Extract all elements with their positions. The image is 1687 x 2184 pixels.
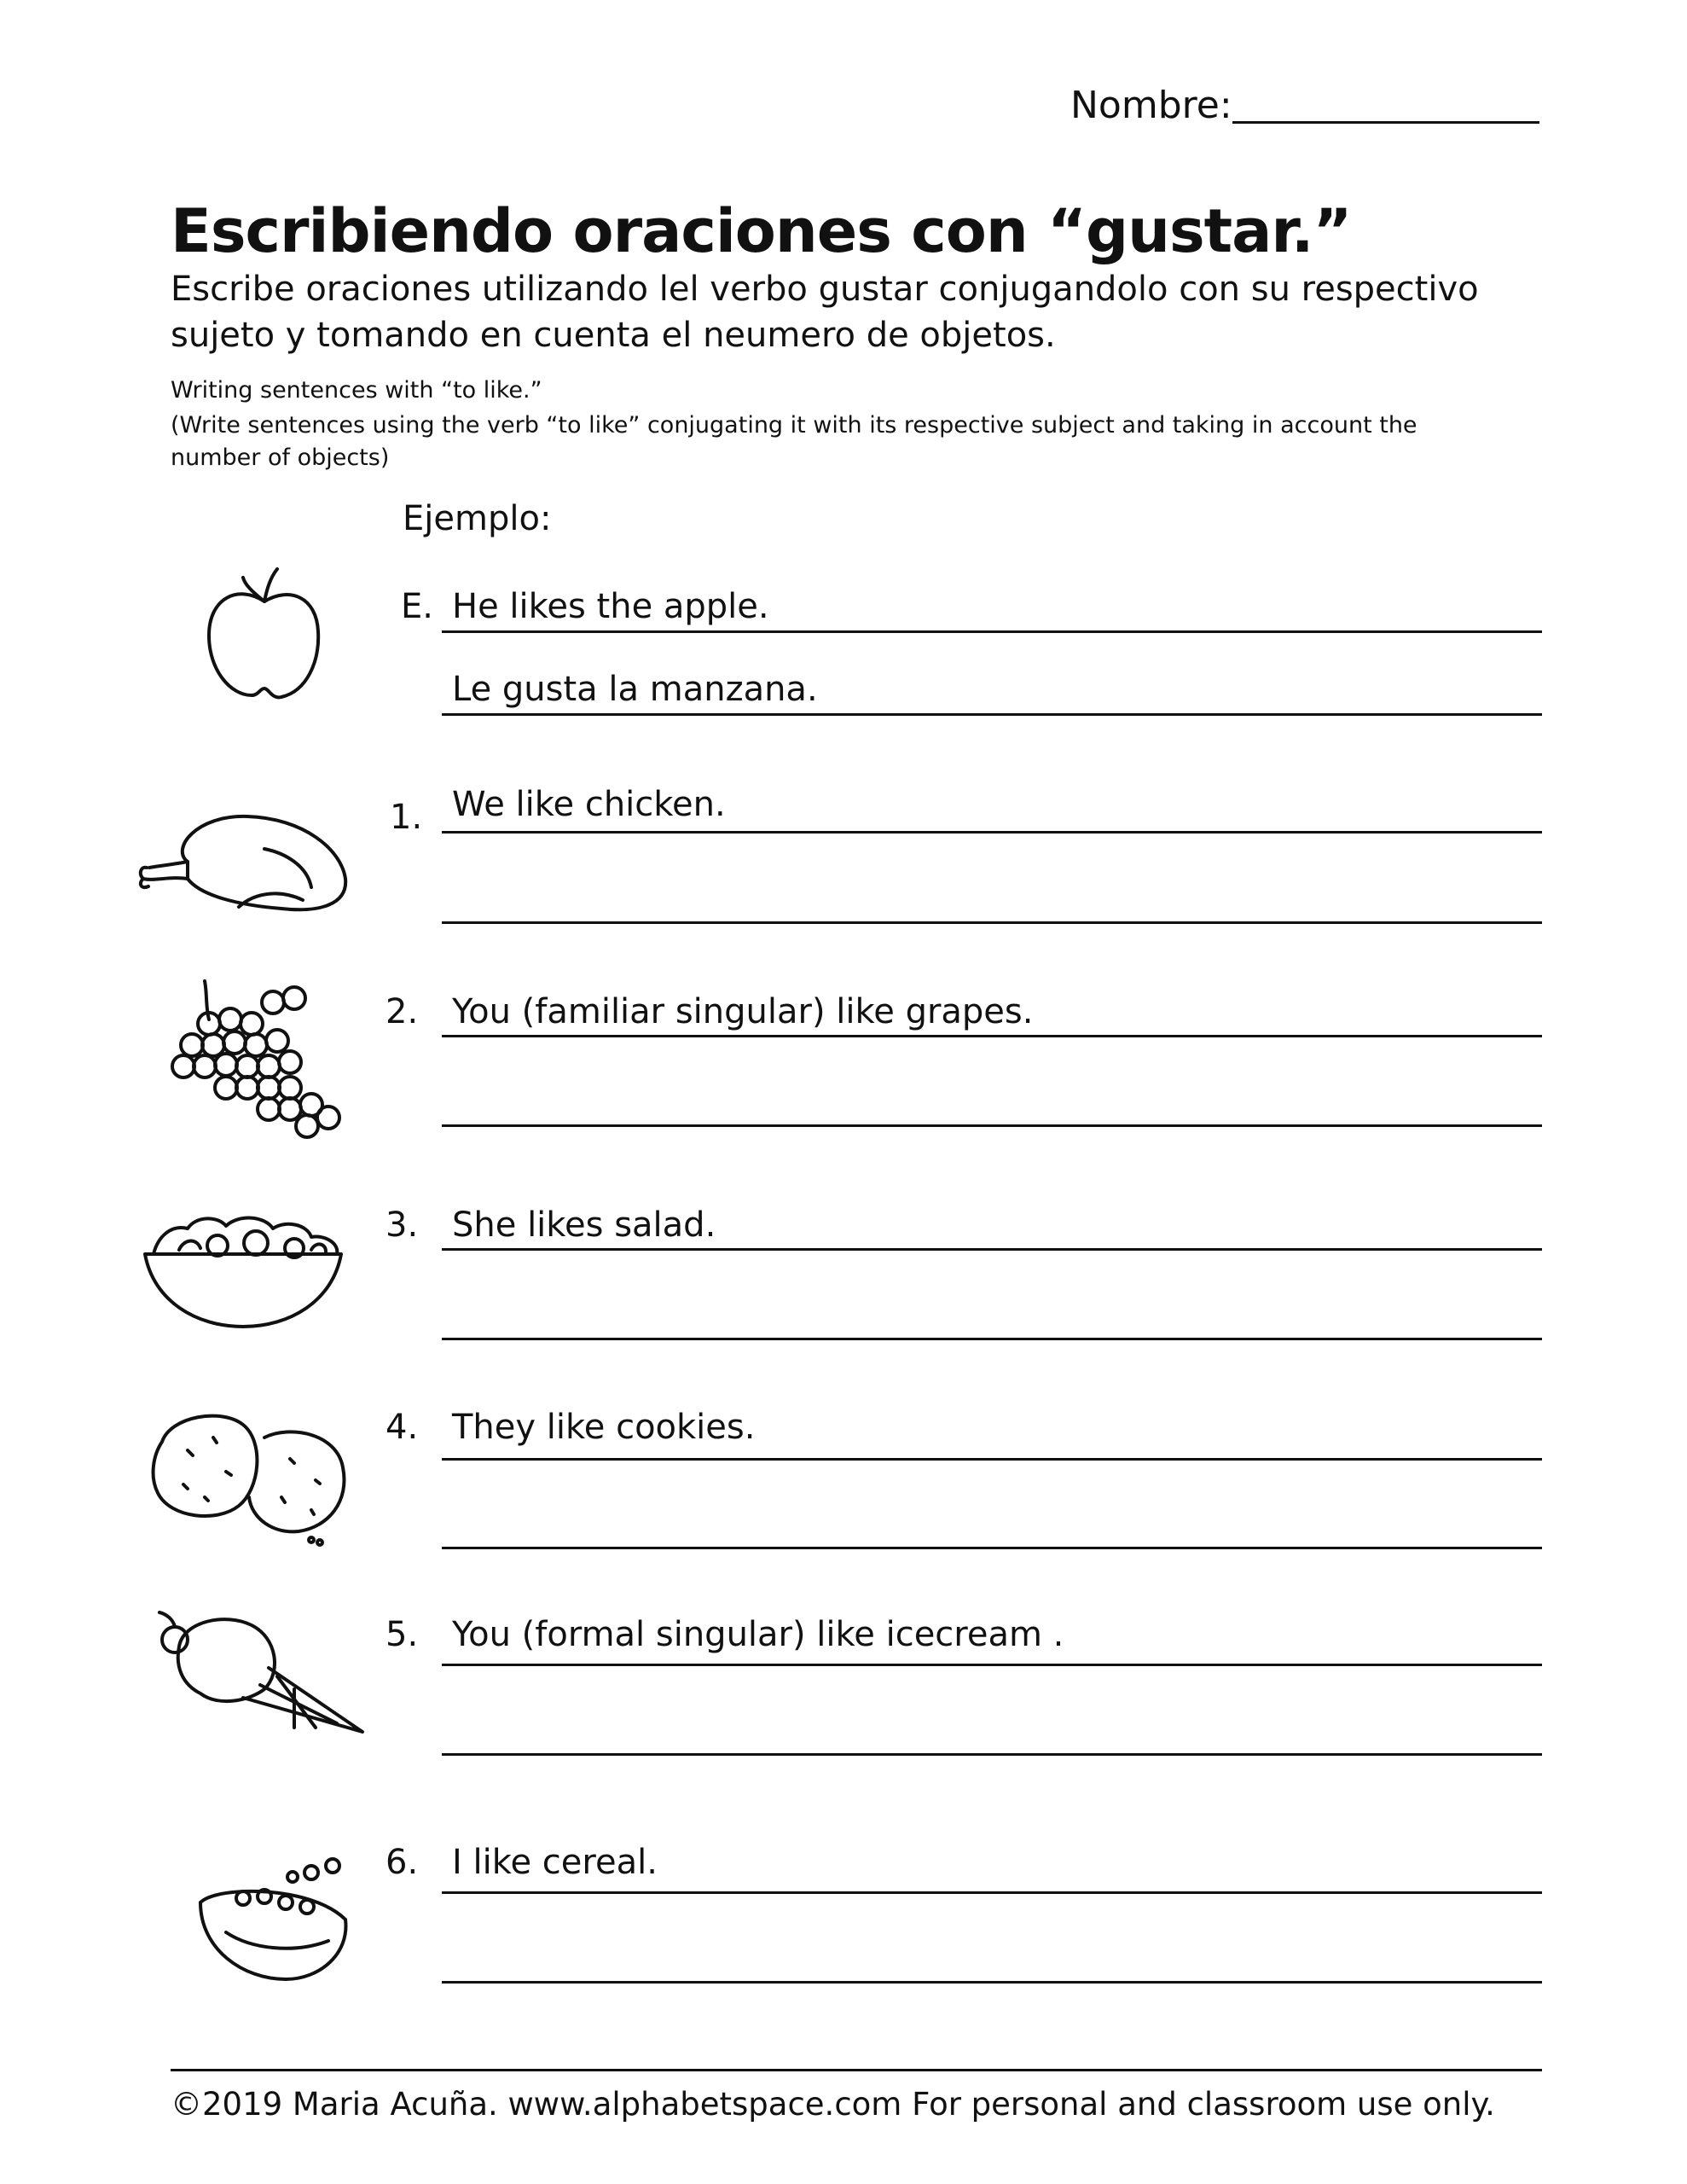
example-answer: Le gusta la manzana.: [452, 670, 818, 709]
footer-divider: [171, 2069, 1542, 2071]
item-1-prompt-line: [442, 831, 1542, 834]
item-4-prompt-line: [442, 1458, 1542, 1461]
item-2-prompt: You (familiar singular) like grapes.: [452, 992, 1034, 1031]
item-5-prompt-line: [442, 1664, 1542, 1666]
instructions-english-title: Writing sentences with “to like.”: [171, 377, 542, 404]
page-title: Escribiendo oraciones con “gustar.”: [171, 196, 1352, 266]
item-6-prompt: I like cereal.: [452, 1843, 658, 1882]
example-number: E.: [401, 587, 433, 626]
item-3-prompt: She likes salad.: [452, 1205, 716, 1245]
grapes-icon: [166, 973, 358, 1139]
item-2-answer-line[interactable]: [442, 1124, 1542, 1127]
item-3-prompt-line: [442, 1248, 1542, 1251]
item-2-number: 2.: [386, 992, 419, 1031]
icecream-icon: [141, 1604, 371, 1740]
name-field[interactable]: [1232, 121, 1539, 124]
salad-icon: [136, 1190, 350, 1335]
item-3-answer-line[interactable]: [442, 1338, 1542, 1340]
item-1-answer-line[interactable]: [442, 921, 1542, 924]
item-6-number: 6.: [386, 1843, 419, 1882]
cookies-icon: [145, 1399, 354, 1548]
example-answer-line: [442, 713, 1542, 716]
apple-icon: [192, 559, 337, 712]
item-2-prompt-line: [442, 1035, 1542, 1037]
cereal-icon: [192, 1856, 354, 1984]
item-4-number: 4.: [386, 1408, 419, 1447]
item-4-prompt: They like cookies.: [452, 1408, 756, 1447]
item-4-answer-line[interactable]: [442, 1547, 1542, 1549]
item-1-prompt: We like chicken.: [452, 785, 726, 824]
item-1-number: 1.: [390, 798, 423, 837]
instructions-english: (Write sentences using the verb “to like” conjugating it with its respective subject and taking in account the number of objects): [171, 412, 1417, 471]
item-6-answer-line[interactable]: [442, 1981, 1542, 1984]
item-5-prompt: You (formal singular) like icecream .: [452, 1615, 1064, 1654]
footer-copyright: ©2019 Maria Acuña. www.alphabetspace.com For personal and classroom use only.: [171, 2086, 1495, 2123]
item-3-number: 3.: [386, 1205, 419, 1245]
chicken-icon: [136, 798, 358, 917]
item-6-prompt-line: [442, 1891, 1542, 1894]
example-label: Ejemplo:: [403, 499, 552, 538]
example-prompt-line: [442, 630, 1542, 633]
item-5-answer-line[interactable]: [442, 1753, 1542, 1756]
name-label: Nombre:: [1070, 84, 1232, 127]
example-prompt: He likes the apple.: [452, 587, 769, 626]
item-5-number: 5.: [386, 1615, 419, 1654]
instructions-spanish: Escribe oraciones utilizando lel verbo gustar conjugandolo con su respectivo sujeto y tomando en cuenta el neumero de objetos.: [171, 270, 1479, 355]
